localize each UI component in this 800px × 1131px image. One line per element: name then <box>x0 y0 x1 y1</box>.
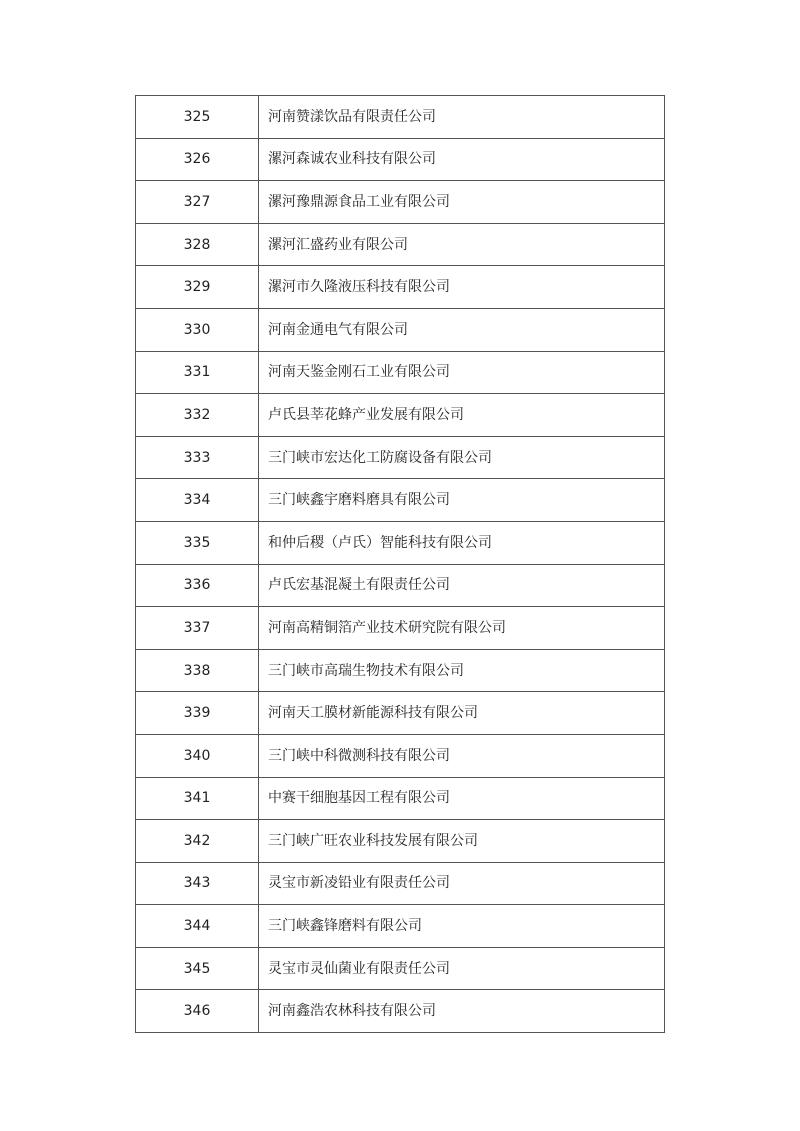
company-name: 三门峡鑫锋磨料有限公司 <box>259 905 665 948</box>
row-number: 325 <box>136 96 259 139</box>
table-row <box>136 649 665 692</box>
company-list-table <box>135 95 665 1033</box>
table-row <box>136 692 665 735</box>
company-name: 漯河豫鼎源食品工业有限公司 <box>259 181 665 224</box>
table-row <box>136 479 665 522</box>
company-name: 河南金通电气有限公司 <box>259 308 665 351</box>
company-name: 三门峡中科微测科技有限公司 <box>259 734 665 777</box>
row-number: 334 <box>136 479 259 522</box>
table-row <box>136 734 665 777</box>
row-number: 336 <box>136 564 259 607</box>
company-name: 三门峡市高瑞生物技术有限公司 <box>259 649 665 692</box>
row-number: 327 <box>136 181 259 224</box>
row-number: 340 <box>136 734 259 777</box>
company-name: 河南高精铜箔产业技术研究院有限公司 <box>259 607 665 650</box>
company-name: 三门峡鑫宇磨料磨具有限公司 <box>259 479 665 522</box>
table-row <box>136 308 665 351</box>
row-number: 342 <box>136 820 259 863</box>
company-name: 卢氏宏基混凝土有限责任公司 <box>259 564 665 607</box>
company-name: 漯河汇盛药业有限公司 <box>259 223 665 266</box>
company-name: 和仲后稷（卢氏）智能科技有限公司 <box>259 521 665 564</box>
company-name: 三门峡市宏达化工防腐设备有限公司 <box>259 436 665 479</box>
row-number: 345 <box>136 947 259 990</box>
company-name: 灵宝市灵仙菌业有限责任公司 <box>259 947 665 990</box>
company-name: 河南天工膜材新能源科技有限公司 <box>259 692 665 735</box>
table-row <box>136 990 665 1033</box>
row-number: 341 <box>136 777 259 820</box>
company-name: 河南鑫浩农林科技有限公司 <box>259 990 665 1033</box>
row-number: 343 <box>136 862 259 905</box>
table-row <box>136 266 665 309</box>
table-row <box>136 181 665 224</box>
row-number: 333 <box>136 436 259 479</box>
table-row <box>136 862 665 905</box>
table-row <box>136 947 665 990</box>
table-row <box>136 351 665 394</box>
company-name: 中赛干细胞基因工程有限公司 <box>259 777 665 820</box>
table-body <box>136 96 665 1033</box>
row-number: 344 <box>136 905 259 948</box>
table-row <box>136 905 665 948</box>
table-row <box>136 564 665 607</box>
table-row <box>136 394 665 437</box>
table-row <box>136 607 665 650</box>
table-row <box>136 436 665 479</box>
row-number: 326 <box>136 138 259 181</box>
table-row <box>136 521 665 564</box>
table-row <box>136 96 665 139</box>
company-name: 三门峡广旺农业科技发展有限公司 <box>259 820 665 863</box>
company-name: 卢氏县莘花蜂产业发展有限公司 <box>259 394 665 437</box>
table-row <box>136 820 665 863</box>
company-name: 漯河市久隆液压科技有限公司 <box>259 266 665 309</box>
row-number: 337 <box>136 607 259 650</box>
row-number: 330 <box>136 308 259 351</box>
company-name: 漯河森诚农业科技有限公司 <box>259 138 665 181</box>
row-number: 338 <box>136 649 259 692</box>
row-number: 332 <box>136 394 259 437</box>
row-number: 329 <box>136 266 259 309</box>
company-name: 河南天鉴金刚石工业有限公司 <box>259 351 665 394</box>
table-row <box>136 777 665 820</box>
table-row <box>136 138 665 181</box>
row-number: 346 <box>136 990 259 1033</box>
company-name: 河南赞漾饮品有限责任公司 <box>259 96 665 139</box>
row-number: 339 <box>136 692 259 735</box>
row-number: 331 <box>136 351 259 394</box>
table-row <box>136 223 665 266</box>
row-number: 328 <box>136 223 259 266</box>
company-name: 灵宝市新凌铅业有限责任公司 <box>259 862 665 905</box>
row-number: 335 <box>136 521 259 564</box>
